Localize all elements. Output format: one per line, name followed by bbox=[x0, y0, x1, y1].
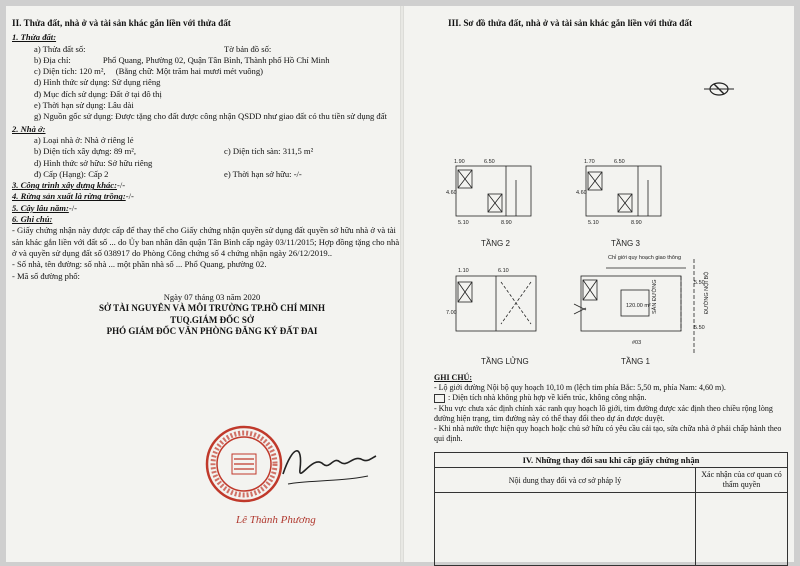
land-number-label: a) Thửa đất số: bbox=[34, 43, 86, 54]
land-heading: 1. Thửa đất: bbox=[12, 32, 57, 43]
right-note-2-text: : Diện tích nhà không phù hợp về kiến trúc, không công nhận. bbox=[448, 393, 647, 403]
svg-text:6.50: 6.50 bbox=[484, 159, 495, 165]
ownership-value: Sở hữu riêng bbox=[107, 157, 153, 168]
plan-road2-label: ĐƯỜNG NỘI BỘ bbox=[704, 271, 710, 314]
origin-label: g) Nguồn gốc sử dụng: bbox=[34, 111, 114, 122]
section-4-row bbox=[12, 191, 412, 202]
land-a-row bbox=[12, 44, 412, 55]
house-b-row bbox=[12, 146, 412, 157]
right-notes bbox=[434, 373, 784, 444]
svg-text:1.70: 1.70 bbox=[584, 159, 595, 165]
own-term-label: e) Thời hạn sở hữu: bbox=[224, 168, 292, 179]
other-works-heading: 3. Công trình xây dựng khác: bbox=[12, 180, 117, 191]
house-d-row bbox=[12, 158, 412, 169]
plan-label-tang1: TẦNG 1 bbox=[621, 357, 650, 366]
origin-value: Được tặng cho đất được công nhận QSDD như giao đất có thu tiền sử dụng đất bbox=[115, 111, 387, 122]
changes-col-confirm: Xác nhận của cơ quan có thẩm quyền bbox=[701, 470, 782, 489]
changes-table bbox=[434, 452, 788, 566]
own-term-value: -/- bbox=[293, 168, 302, 179]
usage-form-value: Sử dụng riêng bbox=[111, 77, 161, 88]
term-label: e) Thời hạn sử dụng: bbox=[34, 100, 106, 111]
map-sheet-label: Tờ bản đồ số: bbox=[224, 43, 272, 54]
floor-area-value: 311,5 m² bbox=[282, 146, 314, 157]
right-note-1: - Lộ giới đường Nội bộ quy hoạch 10,10 m (lệch tim phía Bắc: 5,50 m, phía Nam: 4,60 m). bbox=[434, 383, 726, 393]
land-c-row bbox=[12, 66, 412, 77]
svg-text:6.10: 6.10 bbox=[498, 268, 509, 274]
area-words: (Bằng chữ: Một trăm hai mươi mét vuông) bbox=[115, 66, 263, 77]
perennial-heading: 5. Cây lâu năm: bbox=[12, 202, 69, 213]
plan-label-tang-lung: TẦNG LỬNG bbox=[481, 357, 529, 366]
address-value: Phổ Quang, Phường 02, Quận Tân Bình, Thành phố Hồ Chí Minh bbox=[102, 54, 330, 65]
issue-date: Ngày 07 tháng 03 năm 2020 bbox=[163, 291, 261, 302]
house-type-label: a) Loại nhà ở: bbox=[34, 134, 83, 145]
plan-parcel-area: 120.00 m² bbox=[626, 303, 651, 309]
svg-text:8.90: 8.90 bbox=[631, 220, 642, 226]
plan-chi-gioi-label: Chỉ giới quy hoạch giao thông bbox=[608, 255, 682, 261]
forest-value: -/- bbox=[125, 191, 134, 202]
address-label: b) Địa chỉ: bbox=[34, 54, 71, 65]
ownership-label: d) Hình thức sở hữu: bbox=[34, 157, 106, 168]
svg-text:5.10: 5.10 bbox=[458, 220, 469, 226]
handwritten-signature bbox=[278, 434, 378, 494]
svg-text:1.90: 1.90 bbox=[454, 159, 465, 165]
purpose-value: Đất ở tại đô thị bbox=[110, 88, 162, 99]
section-3-row bbox=[12, 180, 412, 191]
area-value: 120 m², bbox=[79, 66, 106, 77]
svg-text:5.10: 5.10 bbox=[588, 220, 599, 226]
build-area-label: b) Diện tích xây dựng: bbox=[34, 146, 112, 157]
svg-text:8.90: 8.90 bbox=[501, 220, 512, 226]
right-note-3: - Khu vực chưa xác định chính xác ranh quy hoạch lô giới, tim đường được xác định theo chiều rộng lòng đường hiện trạng, tim đường này có thể thay đổi theo dự án được duyệt. bbox=[434, 403, 773, 423]
right-notes-heading: GHI CHÚ: bbox=[434, 373, 472, 382]
house-heading: 2. Nhà ở: bbox=[12, 123, 46, 134]
grade-label: đ) Cấp (Hạng): bbox=[34, 168, 87, 179]
other-works-value: -/- bbox=[116, 180, 126, 191]
grade-value: Cấp 2 bbox=[88, 168, 109, 179]
section-5-row bbox=[12, 203, 412, 214]
right-page bbox=[406, 18, 790, 32]
hatch-legend-icon bbox=[434, 394, 445, 403]
land-b-row bbox=[12, 55, 412, 66]
changes-col-content: Nội dung thay đổi và cơ sở pháp lý bbox=[435, 468, 696, 492]
land-d-row bbox=[12, 77, 412, 88]
svg-text:4.60: 4.60 bbox=[576, 190, 587, 196]
authorization: TUQ.GIÁM ĐỐC SỞ bbox=[170, 314, 254, 325]
agency-name: SỞ TÀI NGUYÊN VÀ MÔI TRƯỜNG TP.HỒ CHÍ MINH bbox=[99, 303, 325, 314]
right-note-2 bbox=[434, 393, 784, 403]
house-a-row bbox=[12, 135, 412, 146]
changes-table-body bbox=[435, 493, 787, 565]
note-house-number: - Số nhà, tên đường: số nhà ... một phần nhà số ... Phổ Quang, phường 02. bbox=[12, 259, 267, 270]
signer-name: Lê Thành Phương bbox=[236, 514, 316, 526]
section-iii-title: III. Sơ đồ thửa đất, nhà ở và tài sản khác gắn liền với thửa đất bbox=[448, 18, 693, 28]
house-e-row bbox=[12, 169, 412, 180]
forest-heading: 4. Rừng sản xuất là rừng trồng: bbox=[12, 191, 126, 202]
plan-label-tang3: TẦNG 3 bbox=[611, 239, 640, 248]
term-value: Lâu dài bbox=[107, 100, 134, 111]
plan-label-tang2: TẦNG 2 bbox=[481, 239, 510, 248]
note-replacement: - Giấy chứng nhận này được cấp để thay thế cho Giấy chứng nhận quyền sử dụng đất quyền sở hữu nhà ở và tài sản khác gắn liền với đất số ... do Ủy ban nhân dân quận Tân Bình cấp ngày 03/11/2015; Hợp đồng tặng cho nhà ở và quyền sử dụng đất số 038917 do Phòng Công chứng số 4 chứng nhận ngày 26/12/2019.. bbox=[12, 225, 400, 258]
svg-text:5.50: 5.50 bbox=[694, 280, 705, 286]
svg-text:6.50: 6.50 bbox=[614, 159, 625, 165]
svg-text:7.00: 7.00 bbox=[446, 310, 457, 316]
section-ii-title: II. Thửa đất, nhà ở và tài sản khác gắn liền với thửa đất bbox=[12, 18, 231, 28]
right-note-4: - Khi nhà nước thực hiện quy hoạch hoặc chủ sở hữu có yêu cầu cải tạo, sửa chữa nhà ở phải chấp hành theo qui định. bbox=[434, 424, 782, 444]
svg-text:5.50: 5.50 bbox=[694, 325, 705, 331]
house-type-value: Nhà ở riêng lẻ bbox=[84, 134, 134, 145]
floor-area-label: c) Diện tích sàn: bbox=[224, 146, 281, 157]
changes-table-header bbox=[435, 468, 787, 493]
floor-plan-drawings bbox=[446, 159, 746, 374]
area-label: c) Diện tích: bbox=[34, 66, 77, 77]
changes-table-title: IV. Những thay đổi sau khi cấp giấy chứng nhận bbox=[435, 453, 787, 468]
svg-text:4.60: 4.60 bbox=[446, 190, 457, 196]
notes-heading: 6. Ghi chú: bbox=[12, 214, 53, 225]
build-area-value: 89 m², bbox=[113, 146, 137, 157]
usage-form-label: d) Hình thức sử dụng: bbox=[34, 77, 110, 88]
changes-body-left bbox=[435, 493, 696, 565]
left-page bbox=[12, 18, 412, 338]
perennial-value: -/- bbox=[68, 202, 77, 213]
signer-title: PHÓ GIÁM ĐỐC VĂN PHÒNG ĐĂNG KÝ ĐẤT ĐAI bbox=[106, 326, 318, 337]
land-g-row bbox=[12, 111, 412, 122]
land-f-row bbox=[12, 100, 412, 111]
svg-text:1.10: 1.10 bbox=[458, 268, 469, 274]
land-e-row bbox=[12, 89, 412, 100]
plan-road-label: SÂN ĐƯỜNG bbox=[652, 279, 658, 314]
purpose-label: đ) Mục đích sử dụng: bbox=[34, 88, 108, 99]
certificate-sheet bbox=[6, 6, 794, 562]
note-street-code: - Mã số đường phố: bbox=[12, 270, 80, 281]
north-arrow-icon bbox=[702, 80, 736, 98]
red-seal-stamp bbox=[204, 424, 284, 504]
plan-parcel-number: #03 bbox=[632, 340, 642, 346]
